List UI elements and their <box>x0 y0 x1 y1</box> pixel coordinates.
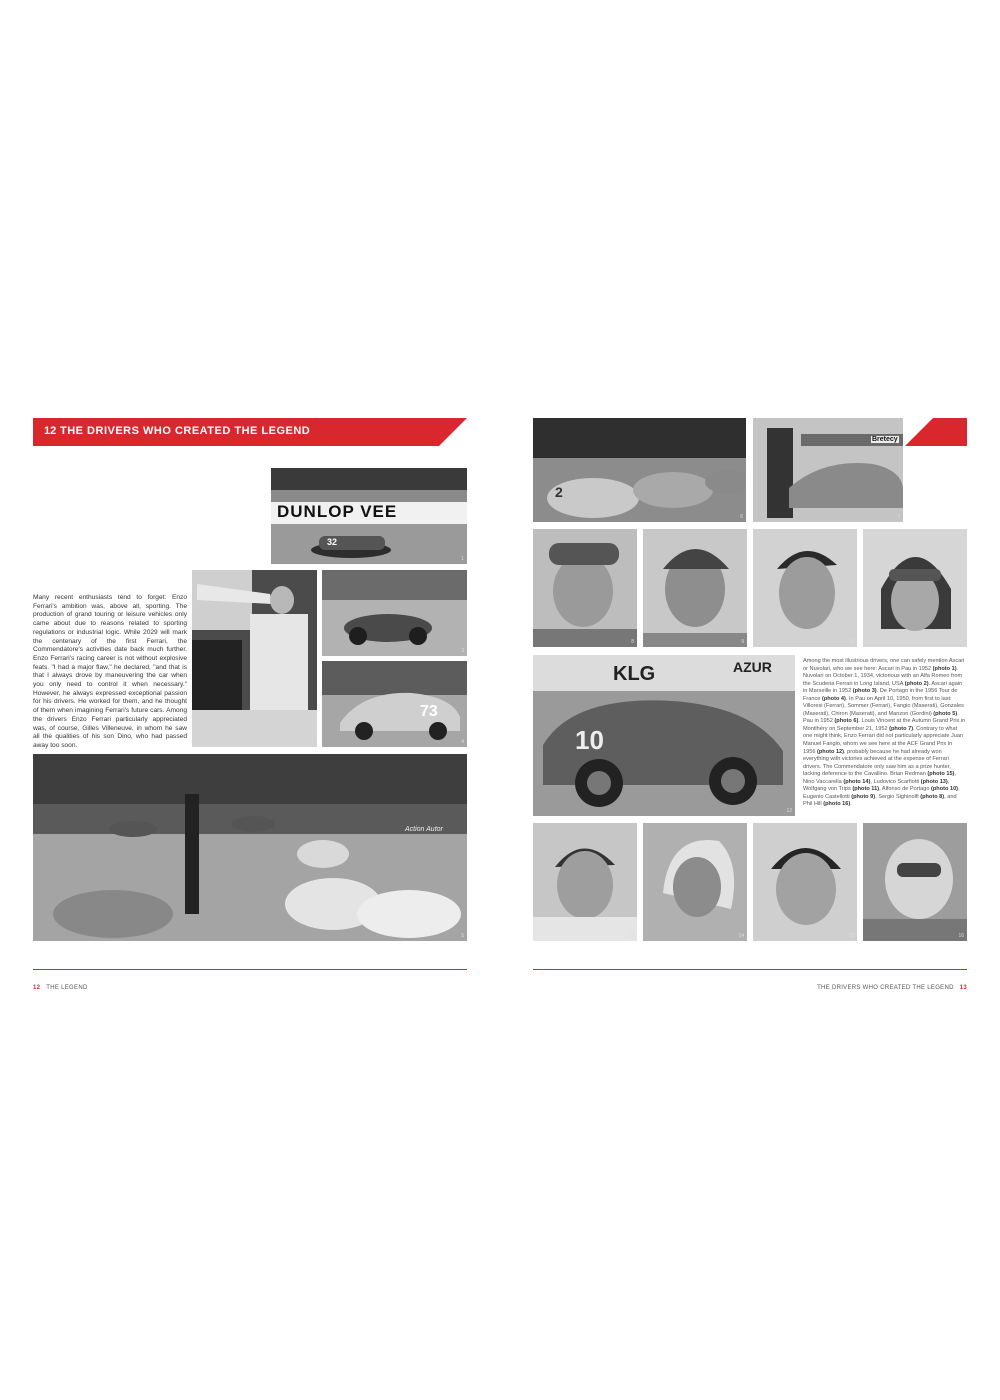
photo-number: 13 <box>628 933 634 939</box>
photo-3 <box>322 570 467 656</box>
caption-segment: . Ascari again in Marseille in 1952 <box>803 680 963 695</box>
car-number: 32 <box>327 537 338 547</box>
photo-reference: (photo 11) <box>852 786 880 793</box>
photo-number: 8 <box>631 639 634 645</box>
caption-segment: . Louis Vincent at the Autumn Grand Prix in Montlhéry on September 21, 1952 <box>803 718 966 732</box>
car-number: 2 <box>555 484 563 500</box>
page-number: 13 <box>959 985 967 991</box>
caption-segment: , and Phil Hill <box>803 793 957 808</box>
photo-reference: (photo 7) <box>889 725 914 732</box>
caption-segment: . Nuvolari on October 1, 1934, victorious with an Alfa Romeo from the Scuderia Ferrari in Long Island, USA <box>803 665 963 687</box>
photo-8 <box>533 529 637 647</box>
caption-segment: . De Portago in the 1956 Tour de France <box>803 688 958 702</box>
car-number: 10 <box>575 725 604 755</box>
photo-9 <box>643 529 747 647</box>
photo-number: 9 <box>741 639 744 645</box>
chapter-number: 12 <box>44 425 57 437</box>
photo-number: 7 <box>897 514 900 520</box>
intro-paragraph: Many recent enthusiasts tend to forget: Enzo Ferrari's ambition was, above all, sporting. The production of grand touring or leisure vehicles only came about due to reasons related to sporting regulations or industrial logic. While 2029 will mark the centenary of the first Ferrari, the Commendatore's activities date back much further. Enzo Ferrari's racing career is not without explosive feats. "I had a major flaw," he declared, "and that is that I always drove by maneuvering the car when you only need to control it when necessary." However, he always expressed exceptional passion for his drivers. He worked for them, and he thought of them when imagining Ferrari's future cars. Among the drivers Enzo Ferrari particularly appreciated was, of course, Gilles Villeneuve, in whom he saw all the qualities of his son Dino, who had passed away too soon. <box>33 594 187 749</box>
photo-14 <box>643 823 747 941</box>
sponsor-sign: Bretecy <box>872 436 898 443</box>
photo-5 <box>33 754 467 941</box>
caption-segment: , Ludovico Scarfiotti <box>870 778 921 785</box>
photo-reference: (photo 10) <box>931 786 959 793</box>
photo-15 <box>753 823 857 941</box>
caption-segment: , Eugenio Castellotti <box>803 786 960 800</box>
sponsor-sign-azur: AZUR <box>733 659 772 675</box>
trackside-sign: Action Autor <box>405 826 443 833</box>
footer-section: THE DRIVERS WHO CREATED THE LEGEND <box>817 985 954 991</box>
photo-4 <box>322 661 467 747</box>
photo-reference: (photo 14) <box>843 778 871 785</box>
footer-rule-left <box>33 969 467 970</box>
photo-1 <box>271 468 467 564</box>
chapter-title: THE DRIVERS WHO CREATED THE LEGEND <box>60 425 311 437</box>
photo-number: 2 <box>311 739 314 745</box>
footer-rule-right <box>533 969 967 970</box>
footer-left <box>33 985 88 991</box>
caption-segment: . In Pau on April 10, 1950, from first to last: Villoresi (Ferrari), Sommer (Ferrari), Fangio (Maserati), Gonzales (Maserati), Chiron (Maserati), and Manzon (Gordini) <box>803 695 964 717</box>
photo-number: 4 <box>461 739 464 745</box>
caption-segment: , Nino Vaccarella <box>803 771 956 785</box>
header-banner-right <box>905 418 967 446</box>
caption-segment: . <box>850 801 852 808</box>
photo-13 <box>533 823 637 941</box>
photo-number: 11 <box>958 639 964 645</box>
photo-11 <box>863 529 967 647</box>
page-number: 12 <box>33 985 41 991</box>
footer-right <box>817 985 967 991</box>
car-number: 73 <box>420 703 438 720</box>
photo-12 <box>533 655 795 816</box>
photo-number: 16 <box>958 933 964 939</box>
caption-segment: , Wolfgang von Trips <box>803 778 950 793</box>
photo-number: 6 <box>740 514 743 520</box>
caption-segment: , Sergio Sighinolfi <box>875 793 921 800</box>
photo-reference: (photo 3) <box>852 688 877 695</box>
photo-reference: (photo 9) <box>851 793 876 800</box>
photo-number: 3 <box>461 648 464 654</box>
photo-reference: (photo 13) <box>920 778 948 785</box>
photo-number: 12 <box>786 808 792 814</box>
photo-number: 1 <box>461 556 464 562</box>
photo-reference: (photo 12) <box>817 748 845 755</box>
sponsor-sign-klg: KLG <box>613 663 656 685</box>
photo-7 <box>753 418 903 522</box>
photo-reference: (photo 8) <box>920 793 945 800</box>
caption-segment: Among the most illustrious drivers, one can safely mention Ascari or Nuvolari, who we see here: Ascari in Pau in 1952 <box>803 658 965 672</box>
caption-segment: . Contrary to what one might think, Enzo Ferrari did not particularly appreciate Juan Manuel Fangio, whom we see here at the ACF Grand Prix in 1956 <box>803 725 964 755</box>
photo-2 <box>192 570 317 747</box>
photo-16 <box>863 823 967 941</box>
photo-captions <box>803 658 966 809</box>
photo-10 <box>753 529 857 647</box>
photo-number: 5 <box>461 933 464 939</box>
caption-segment: , probably because he had already won everything with victories achieved at the expense of Ferrari drivers. The Commendatore only saw him as a prize hunter, lacking deference to the Cavallino. Brian Redman <box>803 748 951 778</box>
photo-reference: (photo 15) <box>927 771 955 778</box>
photo-6 <box>533 418 746 522</box>
caption-segment: . Pau in 1952 <box>803 710 959 725</box>
photo-reference: (photo 16) <box>823 801 851 808</box>
dunlop-sign: DUNLOP VEE <box>277 502 398 521</box>
photo-number: 15 <box>848 933 854 939</box>
photo-number: 14 <box>738 933 744 939</box>
photo-reference: (photo 5) <box>933 710 958 717</box>
photo-reference: (photo 2) <box>904 680 929 687</box>
caption-segment: , Alfonso de Portago <box>879 786 932 793</box>
photo-reference: (photo 6) <box>834 718 859 725</box>
photo-reference: (photo 1) <box>932 665 957 672</box>
footer-section: THE LEGEND <box>46 985 88 991</box>
photo-reference: (photo 4) <box>821 695 846 702</box>
photo-number: 10 <box>848 639 854 645</box>
